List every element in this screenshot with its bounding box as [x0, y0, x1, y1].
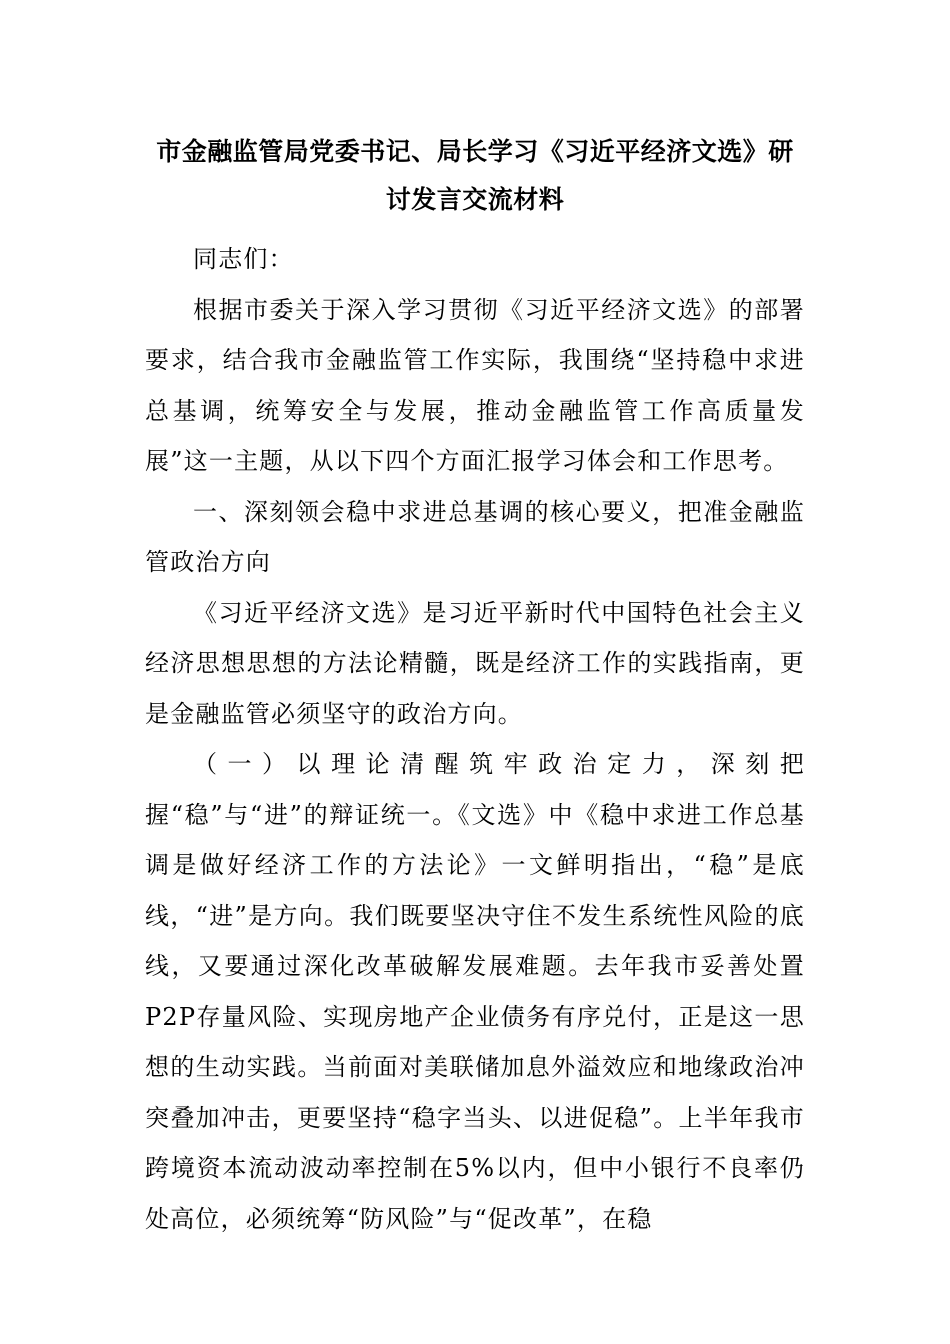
salutation: 同志们： [193, 245, 294, 273]
document-title: 市金融监管局党委书记、局长学习《习近平经济文选》研讨发言交流材料 [156, 137, 794, 214]
paragraph-subsection-1: （一）以理论清醒筑牢政治定力，深刻把握“稳”与“进”的辩证统一。《文选》中《稳中求进工作总基调是做好经济工作的方法论》一文鲜明指出，“稳”是底线，“进”是方向。我们既要坚决守住不发生系统性风险的底线，又要通过深化改革破解发展难题。去年我市妥善处置P2P存量风险、实现房地产企业债务有序兑付，正是这一思想的生动实践。当前面对美联储加息外溢效应和地缘政治冲突叠加冲击，更要坚持“稳字当头、以进促稳”。上半年我市跨境资本流动波动率控制在5%以内，但中小银行不良率仍处高位，必须统筹“防风险”与“促改革”，在稳 [145, 750, 805, 1233]
paragraph-section-1: 《习近平经济文选》是习近平新时代中国特色社会主义经济思想思想的方法论精髓，既是经济工作的实践指南，更是金融监管必须坚守的政治方向。 [145, 598, 805, 728]
paragraph-intro: 根据市委关于深入学习贯彻《习近平经济文选》的部署要求，结合我市金融监管工作实际，我围绕“坚持稳中求进总基调，统筹安全与发展，推动金融监管工作高质量发展”这一主题，从以下四个方面汇报学习体会和工作思考。 [145, 295, 805, 475]
section-heading-1: 一、深刻领会稳中求进总基调的核心要义，把准金融监管政治方向 [145, 497, 805, 576]
document-body [145, 128, 805, 1244]
